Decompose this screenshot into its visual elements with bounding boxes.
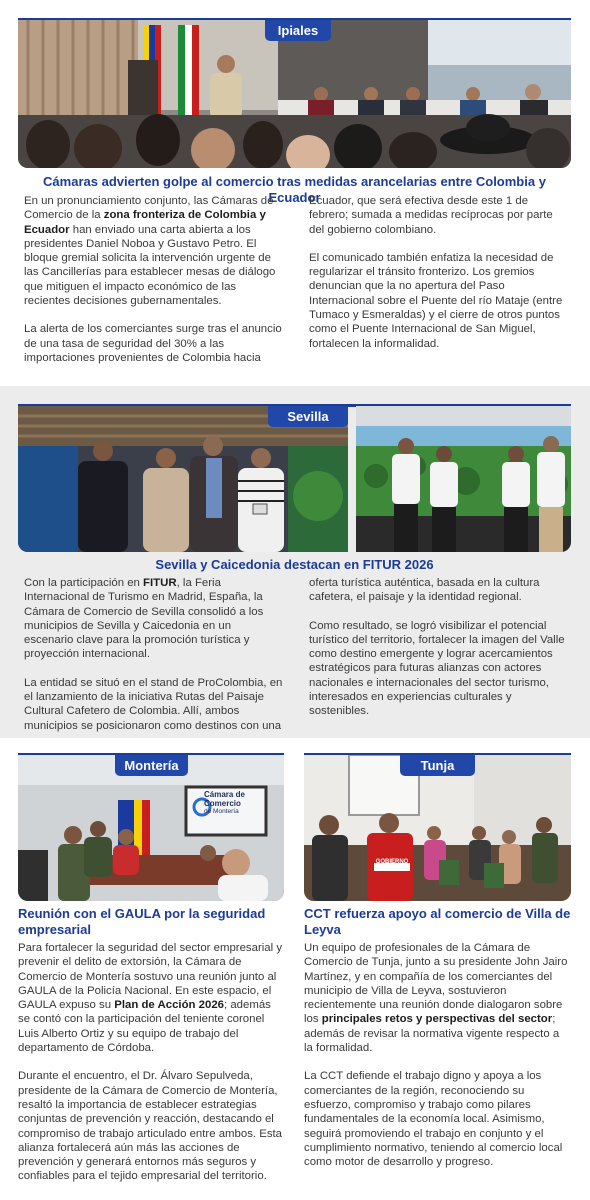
sevilla-photo-left — [18, 406, 348, 552]
monteria-photo — [18, 755, 284, 901]
screen-logo-line-2: Comercio — [204, 798, 241, 808]
tunja-paragraph-2: La CCT defiende el trabajo digno y apoya a los comerciantes de la región, reconociendo su esfuerzo, compromiso y trabajo como pilares fundamentales de la economía local. Asimismo, seguirá promoviendo el trabajo en conjunto y el cumplimiento normativo, teniendo al comercio local como motor de desarrollo y progreso. — [304, 1070, 563, 1169]
sevilla-headline: Sevilla y Caicedonia destacan en FITUR 2026 — [155, 557, 434, 572]
tunja-body — [304, 941, 571, 1183]
sevilla-photo-right — [356, 406, 571, 552]
valle-del-cauca-stand-scene — [356, 406, 571, 552]
gaula-meeting-scene — [18, 755, 284, 901]
sevilla-paragraph-3: Como resultado, se logró visibilizar el potencial turístico del territorio, fortalecer la imagen del Valle como destino emergente y lograr acercamientos estratégicos para futuras alianzas con actores nacionales e internacionales del sector turismo, interesados en experiencias culturales y sostenibles. — [309, 619, 565, 718]
monteria-paragraph-2: Durante el encuentro, el Dr. Álvaro Sepulveda, presidente de la Cámara de Comercio de Montería, resaltó la importancia de establecer estrategias conjuntas de prevención y reacción, destacando el compromiso de trabajo articulado entre ambos. Esta alianza fortalecerá aún más las acciones de prevención y generará entornos más seguros y confiables para el tejido empresarial del territorio. — [18, 1070, 283, 1183]
vest-print: GOBIERNO — [375, 859, 409, 865]
monteria-body — [18, 941, 284, 1198]
sevilla-tag: Sevilla — [268, 406, 348, 427]
monteria-tag: Montería — [115, 755, 188, 776]
ipiales-photo — [18, 20, 571, 168]
fitur-stand-scene — [18, 406, 348, 552]
sevilla-section — [0, 386, 590, 738]
bottom-section — [0, 738, 590, 1200]
ipiales-headline: Cámaras advierten golpe al comercio tras medidas arancelarias entre Colombia y Ecuador — [43, 174, 546, 205]
ipiales-body — [24, 194, 568, 369]
villa-de-leyva-meeting-scene — [304, 755, 571, 901]
tunja-photo — [304, 755, 571, 901]
ipiales-paragraph-3: El comunicado también enfatiza la necesidad de regularizar el tránsito fronterizo. Los gremios denuncian que la no apertura del Paso Internacional sobre el Puente del río Mataje (entre Tumaco y Esmeraldas) y el cierre de otros puntos como el Puente Internacional de San Miguel, fortalecen la informalidad. — [309, 251, 563, 350]
sevilla-paragraph-1: Con la participación en FITUR, la Feria Internacional de Turismo en Madrid, España, la Cámara de Comercio de Sevilla consolidó a los municipios de Sevilla y Caicedonia en un escenario clave para la promoción turística y proyección internacional. — [24, 577, 264, 661]
screen-logo-line-1: Cámara de — [204, 790, 245, 799]
screen-logo-line-3: de Montería — [204, 808, 239, 815]
tunja-tag: Tunja — [400, 755, 475, 776]
monteria-screen-logo — [204, 791, 264, 817]
ipiales-section — [0, 0, 590, 386]
tunja-paragraph-1: Un equipo de profesionales de la Cámara de Comercio de Tunja, junto a su presidente John Jairo Martínez, y en compañía de los comerciantes del municipio de Villa de Leyva, sostuvieron recientemente una reunión donde dialogaron sobre los principales retos y perspectivas del sector; además de revisar la normativa vigente respecto a la formalidad. — [304, 942, 568, 1055]
ipiales-tag: Ipiales — [265, 20, 331, 41]
sevilla-body — [24, 576, 568, 736]
ipiales-paragraph-2: La alerta de los comerciantes surge tras el anuncio de una tasa de seguridad del 30% a las importaciones provenientes de Colombia hacia Ecuador, que será efectiva desde este 1 de febrero; sumada a medidas recíprocas por parte del gobierno colombiano. — [24, 195, 553, 364]
conference-room-scene — [18, 20, 571, 168]
ipiales-paragraph-1: En un pronunciamiento conjunto, las Cámaras de Comercio de la zona fronteriza de Colombia y Ecuador han enviado una carta abierta a los presidentes Daniel Noboa y Gustavo Petro. El bloque gremial solicita la intervención urgente de las Cancillerías para establecer mesas de diálogo que mitiguen el impacto económico de las recientes decisiones gubernamentales. — [24, 195, 276, 308]
sevilla-paragraph-2: La entidad se situó en el stand de ProColombia, en el lanzamiento de la iniciativa Rutas del Paisaje Cultural Cafetero de Colombia. Allí, ambos municipios se posicionaron como destinos con una oferta turística auténtica, basada en la cultura cafetera, el paisaje y la identidad regional. — [24, 577, 540, 732]
monteria-headline: Reunión con el GAULA por la seguridad empresarial — [18, 906, 266, 937]
tunja-headline: CCT refuerza apoyo al comercio de Villa de Leyva — [304, 906, 571, 937]
monteria-paragraph-1: Para fortalecer la seguridad del sector empresarial y prevenir el delito de extorsión, la Cámara de Comercio de Montería sostuvo una reunión junto al GAULA de la Policía Nacional. En este espacio, el GAULA expuso su Plan de Acción 2026; además se contó con la participación del teniente coronel Luis Alberto Ortiz y su equipo de trabajo del departamento de Córdoba. — [18, 942, 283, 1055]
